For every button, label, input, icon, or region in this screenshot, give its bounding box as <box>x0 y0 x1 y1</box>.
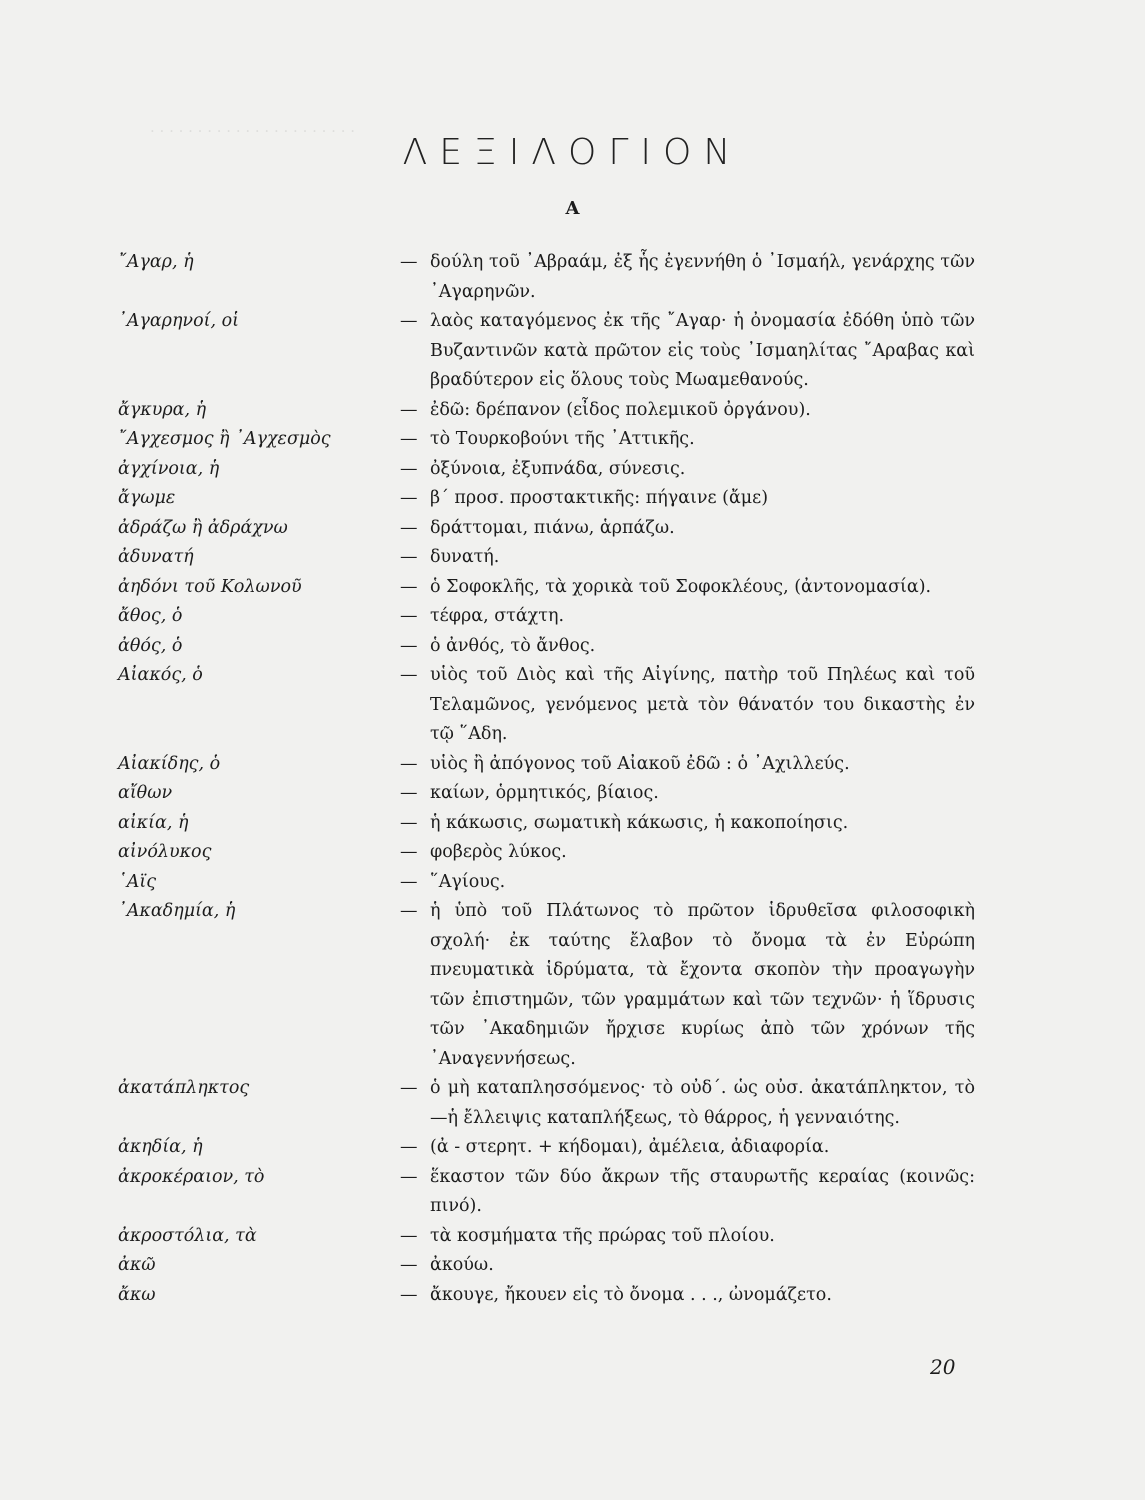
entry-definition: ὁ μὴ καταπλησσόμενος· τὸ οὐδ΄. ὡς οὐσ. ἀκατάπληκτον, τὸ—ἡ ἔλλειψις καταπλήξεως, τὸ θάρρος, ἡ γενναιότης. <box>430 1078 975 1128</box>
entry-term: αἰνόλυκος <box>118 842 212 862</box>
entry-term: ῾Αϊς <box>118 871 157 892</box>
entry-term: ἄθος, ὁ <box>118 606 183 626</box>
entry-term: ῎Αγχεσμος ἢ ᾿Αγχεσμὸς <box>118 429 331 449</box>
entry-dash: — <box>400 901 418 921</box>
entry-dash: — <box>400 429 418 449</box>
glossary-entry <box>0 779 1145 809</box>
entry-term: ἀκατάπληκτος <box>118 1078 250 1098</box>
entry-definition: τέφρα, στάχτη. <box>430 606 565 626</box>
entry-dash: — <box>400 783 418 803</box>
entry-definition: υἱὸς τοῦ Διὸς καὶ τῆς Αἰγίνης, πατὴρ τοῦ Πηλέως καὶ τοῦ Τελαμῶνος, γενόμενος μετὰ τὸν θάνατόν του δικαστὴς ἐν τῷ ῞Αδη. <box>430 665 975 744</box>
entry-dash: — <box>400 576 418 597</box>
entry-dash: — <box>400 871 418 892</box>
entry-dash: — <box>400 311 418 331</box>
entry-definition: ἡ κάκωσις, σωματικὴ κάκωσις, ἡ κακοποίησις. <box>430 812 849 833</box>
entry-dash: — <box>400 458 418 479</box>
entry-term: ἀδράζω ἢ ἀδράχνω <box>118 517 288 538</box>
glossary-entry <box>0 514 1145 544</box>
entry-term: ἀγχίνοια, ἡ <box>118 458 220 479</box>
entry-definition: β΄ προσ. προστακτικῆς: πήγαινε (ἄμε) <box>430 488 769 508</box>
glossary-entry <box>0 396 1145 426</box>
glossary-entry <box>0 307 1145 396</box>
entry-term: Αἰακός, ὁ <box>118 665 203 685</box>
glossary-entry <box>0 1163 1145 1222</box>
entry-term: ἀκροστόλια, τὰ <box>118 1225 257 1246</box>
entry-term: ἀηδόνι τοῦ Κολωνοῦ <box>118 576 302 597</box>
glossary-entry <box>0 1222 1145 1252</box>
bleed-through-text: . . . . . . . . . . . . . . . . . . . . . . <box>150 118 356 136</box>
entry-definition: λαὸς καταγόμενος ἐκ τῆς ῎Αγαρ· ἡ ὀνομασία ἐδόθη ὑπὸ τῶν Βυζαντινῶν κατὰ πρῶτον εἰς τοὺς ᾿Ισμαηλίτας ῎Αραβας καὶ βραδύτερον εἰς ὅλους τοὺς Μωαμεθανούς. <box>430 311 975 390</box>
glossary-list <box>0 248 1145 1310</box>
entry-definition: υἱὸς ἢ ἀπόγονος τοῦ Αἰακοῦ ἐδῶ : ὁ ᾿Αχιλλεύς. <box>430 753 850 774</box>
entry-definition: φοβερὸς λύκος. <box>430 842 567 862</box>
entry-term: ἄγκυρα, ἡ <box>118 399 207 420</box>
entry-term: αἴθων <box>118 783 173 803</box>
entry-term: ἀθός, ὁ <box>118 635 183 656</box>
entry-term: ἀκῶ <box>118 1255 156 1275</box>
entry-term: ᾿Ακαδημία, ἡ <box>118 901 236 921</box>
glossary-entry <box>0 838 1145 868</box>
entry-definition: ὀξύνοια, ἐξυπνάδα, σύνεσις. <box>430 458 686 479</box>
entry-term: Αἰακίδης, ὁ <box>118 753 221 774</box>
entry-definition: τὸ Τουρκοβούνι τῆς ᾿Αττικῆς. <box>430 429 695 449</box>
entry-term: ἄκω <box>118 1284 156 1305</box>
entry-definition: ὁ Σοφοκλῆς, τὰ χορικὰ τοῦ Σοφοκλέους, (ἀντονομασία). <box>430 576 932 597</box>
entry-definition: τὰ κοσμήματα τῆς πρώρας τοῦ πλοίου. <box>430 1225 775 1246</box>
entry-dash: — <box>400 1284 418 1305</box>
entry-dash: — <box>400 517 418 538</box>
glossary-entry <box>0 809 1145 839</box>
entry-definition: δούλη τοῦ ᾿Αβραάμ, ἐξ ἧς ἐγεννήθη ὁ ᾿Ισμαήλ, γενάρχης τῶν ᾿Αγαρηνῶν. <box>430 252 975 302</box>
glossary-entry <box>0 543 1145 573</box>
entry-definition: ῞Αγίους. <box>430 871 506 892</box>
entry-definition: ὁ ἀνθός, τὸ ἄνθος. <box>430 635 596 656</box>
entry-dash: — <box>400 635 418 656</box>
entry-dash: — <box>400 399 418 420</box>
glossary-entry <box>0 868 1145 898</box>
glossary-entry <box>0 484 1145 514</box>
entry-dash: — <box>400 665 418 685</box>
glossary-entry <box>0 1133 1145 1163</box>
glossary-entry <box>0 1281 1145 1311</box>
entry-dash: — <box>400 842 418 862</box>
entry-definition: ἡ ὑπὸ τοῦ Πλάτωνος τὸ πρῶτον ἱδρυθεῖσα φιλοσοφικὴ σχολή· ἐκ ταύτης ἔλαβον τὸ ὄνομα τὰ ἐν Εὐρώπη πνευματικὰ ἱδρύματα, τὰ ἔχοντα σκοπὸν τὴν προαγωγὴν τῶν ἐπιστημῶν, τῶν γραμμάτων καὶ τῶν τεχνῶν· ἡ ἵδρυσις τῶν ᾿Ακαδημιῶν ἤρχισε κυρίως ἀπὸ τῶν χρόνων τῆς ᾿Αναγεννήσεως. <box>430 901 975 1069</box>
entry-dash: — <box>400 606 418 626</box>
section-letter: Α <box>565 198 580 219</box>
entry-dash: — <box>400 1137 418 1157</box>
entry-definition: ἀκούω. <box>430 1255 494 1275</box>
entry-definition: δράττομαι, πιάνω, ἁρπάζω. <box>430 517 675 538</box>
glossary-entry <box>0 425 1145 455</box>
entry-definition: καίων, ὁρμητικός, βίαιος. <box>430 783 659 803</box>
entry-term: ἀδυνατή <box>118 547 194 567</box>
glossary-entry <box>0 1074 1145 1133</box>
glossary-entry <box>0 602 1145 632</box>
glossary-entry <box>0 248 1145 307</box>
page-title: ΛΕΞΙΛΟΓΙΟΝ <box>402 132 743 174</box>
glossary-entry <box>0 632 1145 662</box>
entry-dash: — <box>400 488 418 508</box>
entry-definition: δυνατή. <box>430 547 500 567</box>
entry-term: ῎Αγαρ, ἡ <box>118 252 194 272</box>
entry-dash: — <box>400 1225 418 1246</box>
entry-dash: — <box>400 1078 418 1098</box>
entry-term: ἀκροκέραιον, τὸ <box>118 1166 265 1187</box>
entry-dash: — <box>400 812 418 833</box>
entry-term: ᾿Αγαρηνοί, οἱ <box>118 311 239 331</box>
page-number: 20 <box>930 1355 956 1379</box>
entry-definition: (ἀ - στερητ. + κήδομαι), ἀμέλεια, ἀδιαφορία. <box>430 1137 830 1157</box>
entry-dash: — <box>400 252 418 272</box>
glossary-entry <box>0 750 1145 780</box>
entry-dash: — <box>400 1255 418 1275</box>
glossary-entry <box>0 1251 1145 1281</box>
entry-definition: ἐδῶ: δρέπανον (εἶδος πολεμικοῦ ὀργάνου). <box>430 399 811 420</box>
entry-dash: — <box>400 753 418 774</box>
entry-term: ἄγωμε <box>118 488 176 508</box>
entry-definition: ἕκαστον τῶν δύο ἄκρων τῆς σταυρωτῆς κεραίας (κοινῶς: πινό). <box>430 1166 975 1216</box>
entry-definition: ἄκουγε, ἤκουεν εἰς τὸ ὄνομα . . ., ὠνομάζετο. <box>430 1284 832 1305</box>
entry-term: ἀκηδία, ἡ <box>118 1137 203 1157</box>
glossary-entry <box>0 573 1145 603</box>
glossary-entry <box>0 455 1145 485</box>
entry-term: αἰκία, ἡ <box>118 812 189 833</box>
glossary-entry <box>0 897 1145 1074</box>
glossary-entry <box>0 661 1145 750</box>
entry-dash: — <box>400 547 418 567</box>
entry-dash: — <box>400 1166 418 1187</box>
